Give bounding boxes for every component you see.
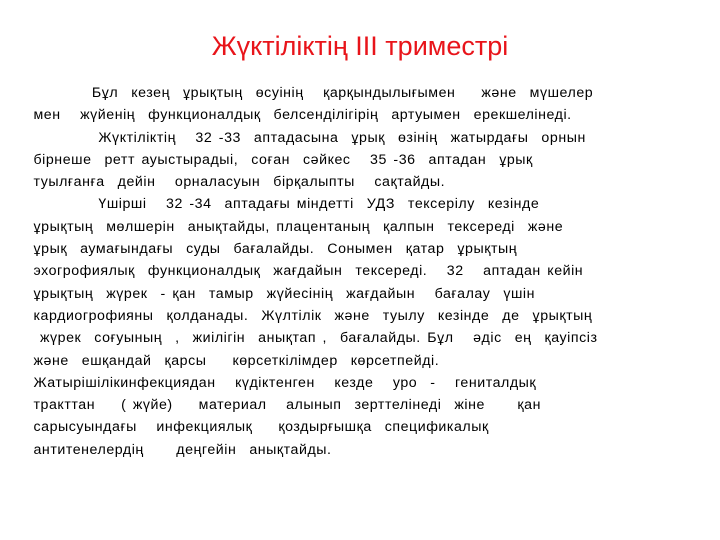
body-line: Жатырішілікинфекциядан күдіктенген кезде уро - гениталдық xyxy=(27,374,537,391)
slide-title: Жүктіліктің III триместрі xyxy=(211,31,509,61)
body-line: кардиогрофияны қолданады. Жүлтілік және туылу кезінде де ұрықтың xyxy=(27,307,593,324)
body-line: ұрықтың жүрек - қан тамыр жүйесінің жағдайын бағалау үшін xyxy=(27,285,535,302)
body-line: мен жүйенің функционалдық белсенділігірің артуымен ерекшелінеді. xyxy=(27,107,572,124)
body-line: бірнеше ретт ауыстырадыі, соған сәйкес 35 -36 аптадан ұрық xyxy=(27,151,533,168)
slide-body-text xyxy=(27,82,697,461)
body-line: ұрық аумағындағы суды бағалайды. Сонымен қатар ұрықтың xyxy=(27,241,518,258)
body-line: Жүктіліктің 32 -33 аптадасына ұрық өзінің жатырдағы орнын xyxy=(27,129,586,146)
body-line: Үшірші 32 -34 аптадағы міндетті УДЗ тексерілу кезінде xyxy=(27,196,540,213)
body-line: тракттан ( жүйе) материал алынып зерттелінеді жіне қан xyxy=(27,397,541,414)
body-line: ұрықтың мөлшерін анықтайды, плацентаның қалпын тексереді және xyxy=(27,218,564,235)
body-line: туылғанға дейін орналасуын бірқалыпты сақтайды. xyxy=(27,174,446,191)
body-line: Бұл кезең ұрықтың өсуінің қарқындылығымен және мүшелер xyxy=(27,85,594,101)
body-line: эхогрофиялық функционалдық жағдайын тексереді. 32 аптадан кейін xyxy=(27,263,584,280)
body-line: антитенелердің деңгейін анықтайды. xyxy=(27,441,332,458)
body-line: сарысуындағы инфекциялық қоздырғышқа спецификалық xyxy=(27,419,489,436)
body-line: жүрек соғуының , жиілігін анықтап , бағалайды. Бұл әдіс ең қауіпсіз xyxy=(27,330,598,347)
body-line: және ешқандай қарсы көрсеткілімдер көрсетпейді. xyxy=(27,352,440,369)
